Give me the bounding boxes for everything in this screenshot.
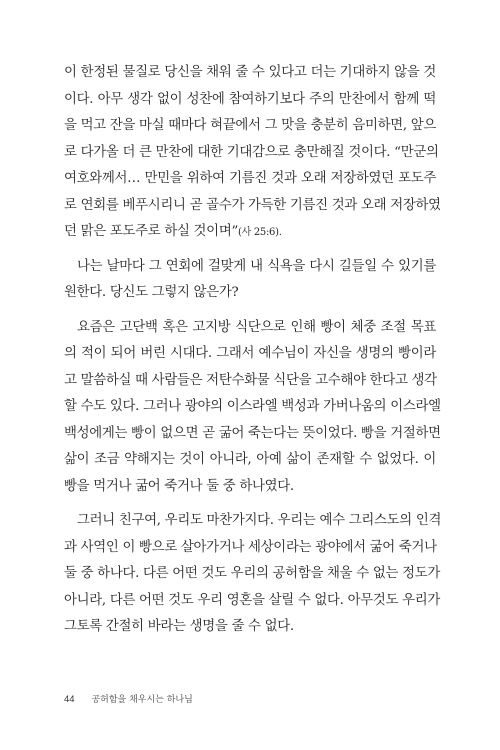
line-text: 빵을 먹거나 굶어 죽거나 둘 중 하나였다. [64,478,294,494]
text-line [64,588,440,615]
line-text: 의 적이 되어 버린 시대다. 그래서 예수님이 자신을 생명의 빵이라 [64,346,436,361]
line-text: 로 연회를 베푸시리니 곧 골수가 가득한 기름진 것과 오래 저장하였 [64,197,441,213]
text-line [64,315,436,342]
text-line [64,60,436,87]
text-line [64,280,436,307]
line-text: 이 한정된 물질로 당신을 채워 줄 수 있다고 더는 기대하지 않을 것 [64,65,437,80]
text-line [64,219,436,246]
line-text: 요즘은 고단백 혹은 고지방 식단으로 인해 빵이 체중 조절 목표 [77,319,436,335]
line-text: 이다. 아무 생각 없이 성찬에 참여하기보다 주의 만찬에서 함께 떡 [64,91,436,107]
line-text: 할 수도 있다. 그러나 광야의 이스라엘 백성과 가버나움의 이스라엘 [64,399,441,414]
text-line [64,113,436,140]
body-text [64,60,442,649]
line-text: 과 사역인 이 빵으로 살아가거나 세상이라는 광야에서 굶어 죽거나 [64,539,437,555]
line-text: 삶이 조금 약해지는 것이 아니라, 아예 삶이 존재할 수 없었다. 이 [64,452,436,467]
line-text: 둘 중 하나다. 다른 어떤 것도 우리의 공허함을 채울 수 없는 정도가 [64,566,440,581]
text-line [64,508,442,535]
text-line [64,561,440,588]
line-text: 던 맑은 포도주로 하실 것이며” [64,224,238,239]
line-text: 원한다. 당신도 그렇지 않은가? [64,285,239,300]
text-line [64,474,436,501]
text-line [64,614,436,641]
text-line [64,535,436,562]
scripture-reference: (사 25:6). [238,227,282,238]
page-number: 44 [64,694,75,705]
page-footer [64,692,193,705]
text-line [64,394,441,421]
running-title: 공허함을 채우시는 하나님 [91,695,193,705]
line-text: 을 먹고 잔을 마실 때마다 혀끝에서 그 맛을 충분히 음미하면, 앞으 [64,118,437,133]
paragraph [64,60,441,246]
text-line [64,254,436,281]
text-line [64,87,436,114]
line-text: 여호와께서… 만민을 위하여 기름진 것과 오래 저장하였던 포도주 [64,171,436,186]
text-line [64,341,436,368]
text-line [64,166,436,193]
paragraph [64,254,436,307]
text-line [64,447,436,474]
line-text: 고 말씀하실 때 사람들은 저탄수화물 식단을 고수해야 한다고 생각 [64,372,437,388]
text-line [64,140,439,167]
paragraph [64,315,441,501]
text-line [64,421,441,448]
line-text: 로 다가올 더 큰 만찬에 대한 기대감으로 충만해질 것이다. “만군의 [64,144,439,160]
paragraph [64,508,442,641]
line-text: 백성에게는 빵이 없으면 곧 굶어 죽는다는 뜻이었다. 빵을 거절하면 [64,425,441,441]
line-text: 그러니 친구여, 우리도 마찬가지다. 우리는 예수 그리스도의 인격 [77,513,442,528]
line-text: 그토록 간절히 바라는 생명을 줄 수 없다. [64,619,294,634]
text-line [64,193,441,220]
line-text: 나는 날마다 그 연회에 걸맞게 내 식욕을 다시 길들일 수 있기를 [77,258,436,274]
text-line [64,368,436,395]
line-text: 아니라, 다른 어떤 것도 우리 영혼을 살릴 수 없다. 아무것도 우리가 [64,592,440,608]
